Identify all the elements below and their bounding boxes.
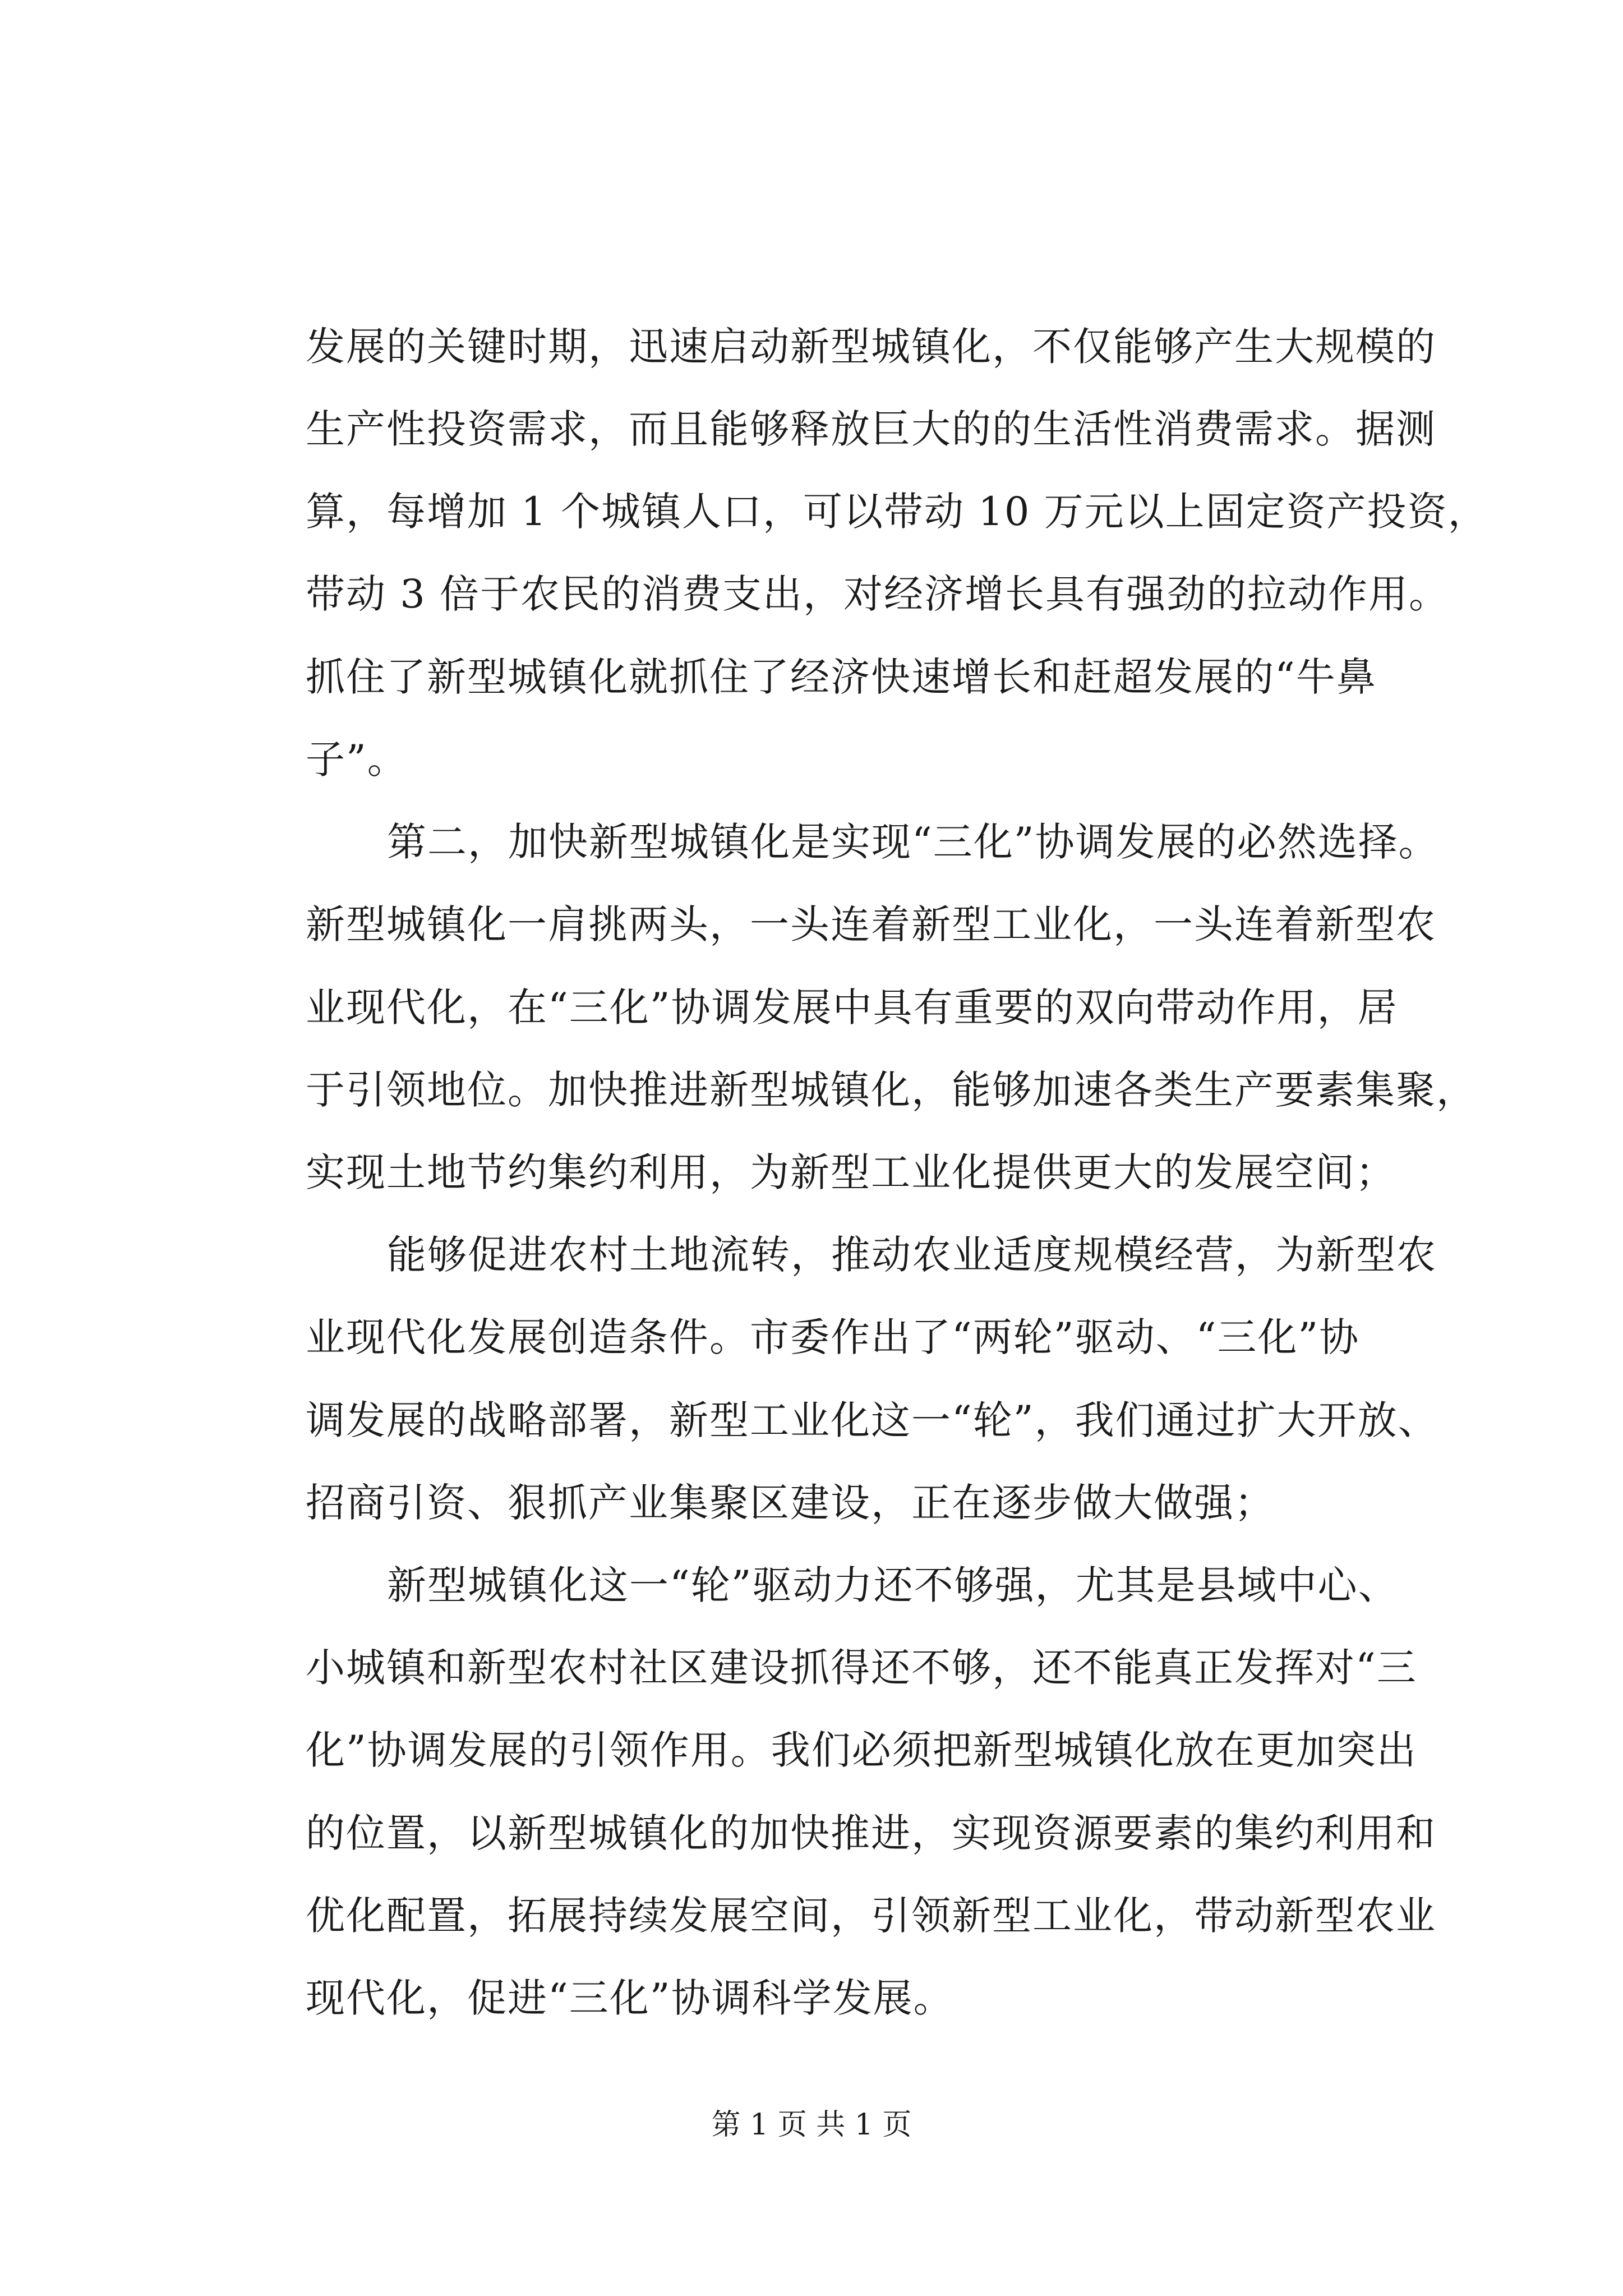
paragraph-line: 抓住了新型城镇化就抓住了经济快速增长和赶超发展的“牛鼻 [306, 654, 1377, 700]
paragraph-line: 优化配置，拓展持续发展空间，引领新型工业化，带动新型农业 [306, 1893, 1436, 1939]
paragraph-line: 业现代化，在“三化”协调发展中具有重要的双向带动作用，居 [306, 984, 1398, 1030]
paragraph-line: 生产性投资需求，而且能够释放巨大的的生活性消费需求。据测 [306, 406, 1436, 452]
paragraph-line: 子”。 [306, 737, 408, 783]
paragraph-line: 于引领地位。加快推进新型城镇化，能够加速各类生产要素集聚， [306, 1067, 1477, 1113]
paragraph-line: 招商引资、狠抓产业集聚区建设，正在逐步做大做强； [306, 1480, 1275, 1526]
paragraph-line: 第二，加快新型城镇化是实现“三化”协调发展的必然选择。 [387, 819, 1439, 865]
paragraph-line: 现代化，促进“三化”协调科学发展。 [306, 1975, 954, 2021]
paragraph-line: 新型城镇化这一“轮”驱动力还不够强，尤其是县域中心、 [387, 1562, 1399, 1608]
paragraph-line: 调发展的战略部署，新型工业化这一“轮”，我们通过扩大开放、 [306, 1397, 1438, 1443]
paragraph-line: 新型城镇化一肩挑两头，一头连着新型工业化，一头连着新型农 [306, 901, 1436, 947]
paragraph-line: 带动 3 倍于农民的消费支出，对经济增长具有强劲的拉动作用。 [306, 571, 1450, 617]
paragraph-line: 能够促进农村土地流转，推动农业适度规模经营，为新型农 [387, 1232, 1437, 1278]
paragraph-line: 化”协调发展的引领作用。我们必须把新型城镇化放在更加突出 [306, 1727, 1417, 1773]
paragraph-line: 实现土地节约集约利用，为新型工业化提供更大的发展空间； [306, 1149, 1396, 1195]
paragraph-line: 小城镇和新型农村社区建设抓得还不够，还不能真正发挥对“三 [306, 1645, 1417, 1691]
paragraph-line: 发展的关键时期，迅速启动新型城镇化，不仅能够产生大规模的 [306, 324, 1436, 370]
paragraph-line: 业现代化发展创造条件。市委作出了“两轮”驱动、“三化”协 [306, 1314, 1360, 1360]
paragraph-line: 算，每增加 1 个城镇人口，可以带动 10 万元以上固定资产投资， [306, 489, 1488, 535]
page-number-footer: 第 1 页 共 1 页 [711, 2108, 912, 2142]
paragraph-line: 的位置，以新型城镇化的加快推进，实现资源要素的集约利用和 [306, 1810, 1436, 1856]
